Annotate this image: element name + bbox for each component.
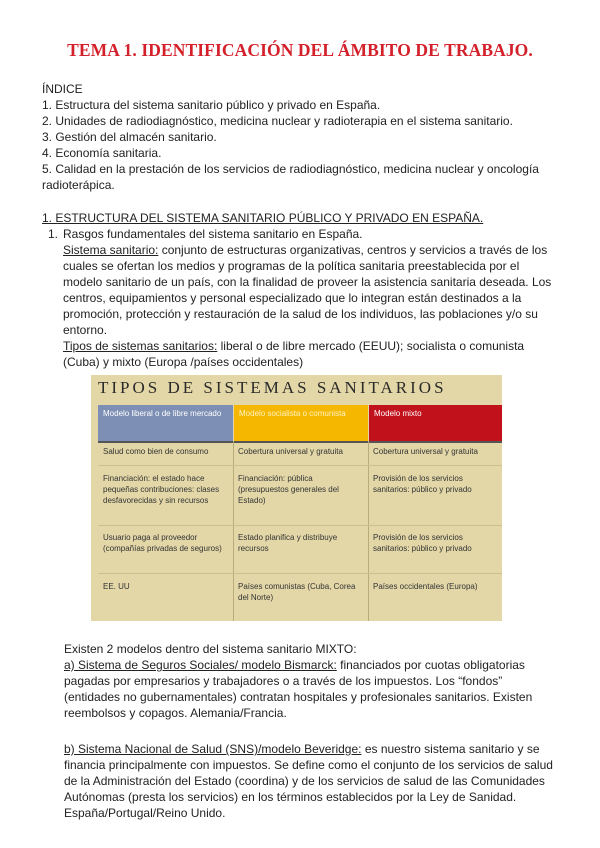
table-divider (233, 441, 234, 621)
mixto-model-b (64, 741, 560, 821)
table-cell: Provisión de los servicios sanitarios: público y privado (373, 533, 472, 553)
table-divider (98, 525, 502, 526)
index-item: 3. Gestión del almacén sanitario. (42, 130, 217, 144)
table-divider (98, 573, 502, 574)
table-cell: Usuario paga al proveedor (compañías privadas de seguros) (103, 533, 222, 553)
table-cell: Países comunistas (Cuba, Corea del Norte) (238, 582, 356, 602)
table-header: Modelo socialista o comunista (234, 405, 368, 441)
term: Tipos de sistemas sanitarios: (63, 339, 218, 353)
table-cell: Financiación: el estado hace pequeñas contribuciones: clases desfavorecidas y sin recursos (103, 474, 220, 505)
definition-sistema-sanitario (63, 242, 558, 338)
table-divider (98, 441, 502, 443)
section-heading: 1. ESTRUCTURA DEL SISTEMA SANITARIO PÚBLICO Y PRIVADO EN ESPAÑA. (42, 211, 484, 225)
mixto-model-a (64, 657, 560, 721)
index-item: 5. Calidad en la prestación de los servicios de radiodiagnóstico, medicina nuclear y oncología radioterápica. (42, 162, 539, 192)
table-cell: Salud como bien de consumo (103, 447, 209, 456)
table-cell: Cobertura universal y gratuita (373, 447, 478, 456)
table-cell: Estado planifica y distribuye recursos (238, 533, 338, 553)
definition-text: es nuestro sistema sanitario y se financia principalmente con impuestos. Se define como el conjunto de los servicios de salud de la Administración del Estado (coordina) y de los servicios de salud de las Comunidades Autónomas (presta los servicios) en los términos establecidos por la Ley de Sanidad. España/Portugal/Reino Unido. (64, 742, 553, 820)
list-number: 1. (48, 227, 59, 241)
term: Sistema sanitario: (63, 243, 159, 257)
document-title: TEMA 1. IDENTIFICACIÓN DEL ÁMBITO DE TRABAJO. (67, 40, 533, 60)
mixto-intro: Existen 2 modelos dentro del sistema sanitario MIXTO: (64, 642, 357, 656)
definition-text: conjunto de estructuras organizativas, centros y servicios a través de los cuales se ofertan los medios y programas de la política sanitaria preestablecida por el modelo sanitario de un país, con la finalidad de proveer la asistencia sanitaria deseada. Los centros, equipamientos y personal especializado que lo integran están destinados a la promoción, protección y restauración de la salud de los individuos, las poblaciones y/o su entorno. (63, 243, 552, 337)
table-cell: Países occidentales (Europa) (373, 582, 478, 591)
list-item-title: Rasgos fundamentales del sistema sanitario en España. (63, 227, 363, 241)
index-heading: ÍNDICE (42, 82, 83, 96)
term: a) Sistema de Seguros Sociales/ modelo Bismarck: (64, 658, 337, 672)
table-divider (98, 465, 502, 466)
table-title: TIPOS DE SISTEMAS SANITARIOS (98, 378, 447, 397)
table-cell: Financiación: pública (presupuestos generales del Estado) (238, 474, 339, 505)
index-item: 1. Estructura del sistema sanitario público y privado en España. (42, 98, 381, 112)
definition-tipos (63, 338, 558, 370)
table-cell: Provisión de los servicios sanitarios: público y privado (373, 474, 472, 494)
table-header: Modelo liberal o de libre mercado (98, 405, 233, 441)
index-item: 2. Unidades de radiodiagnóstico, medicina nuclear y radioterapia en el sistema sanitario. (42, 114, 513, 128)
table-cell: Cobertura universal y gratuita (238, 447, 343, 456)
table-cell: EE. UU (103, 582, 130, 591)
list-item-rasgos (48, 226, 558, 370)
table-divider (368, 441, 369, 621)
table-header: Modelo mixto (369, 405, 502, 441)
definition-text: liberal o de libre mercado (EEUU); socialista o comunista (Cuba) y mixto (Europa /países occidentales) (63, 339, 525, 369)
index-item: 4. Economía sanitaria. (42, 146, 162, 160)
definition-text: financiados por cuotas obligatorias pagadas por empresarios y trabajadores o a través de los impuestos. Los “fondos” (entidades no gubernamentales) contratan hospitales y profesionales sanitarios. Existen reembolsos y copagos. Alemania/Francia. (64, 658, 533, 720)
index-section (42, 81, 562, 193)
term: b) Sistema Nacional de Salud (SNS)/modelo Beveridge: (64, 742, 362, 756)
